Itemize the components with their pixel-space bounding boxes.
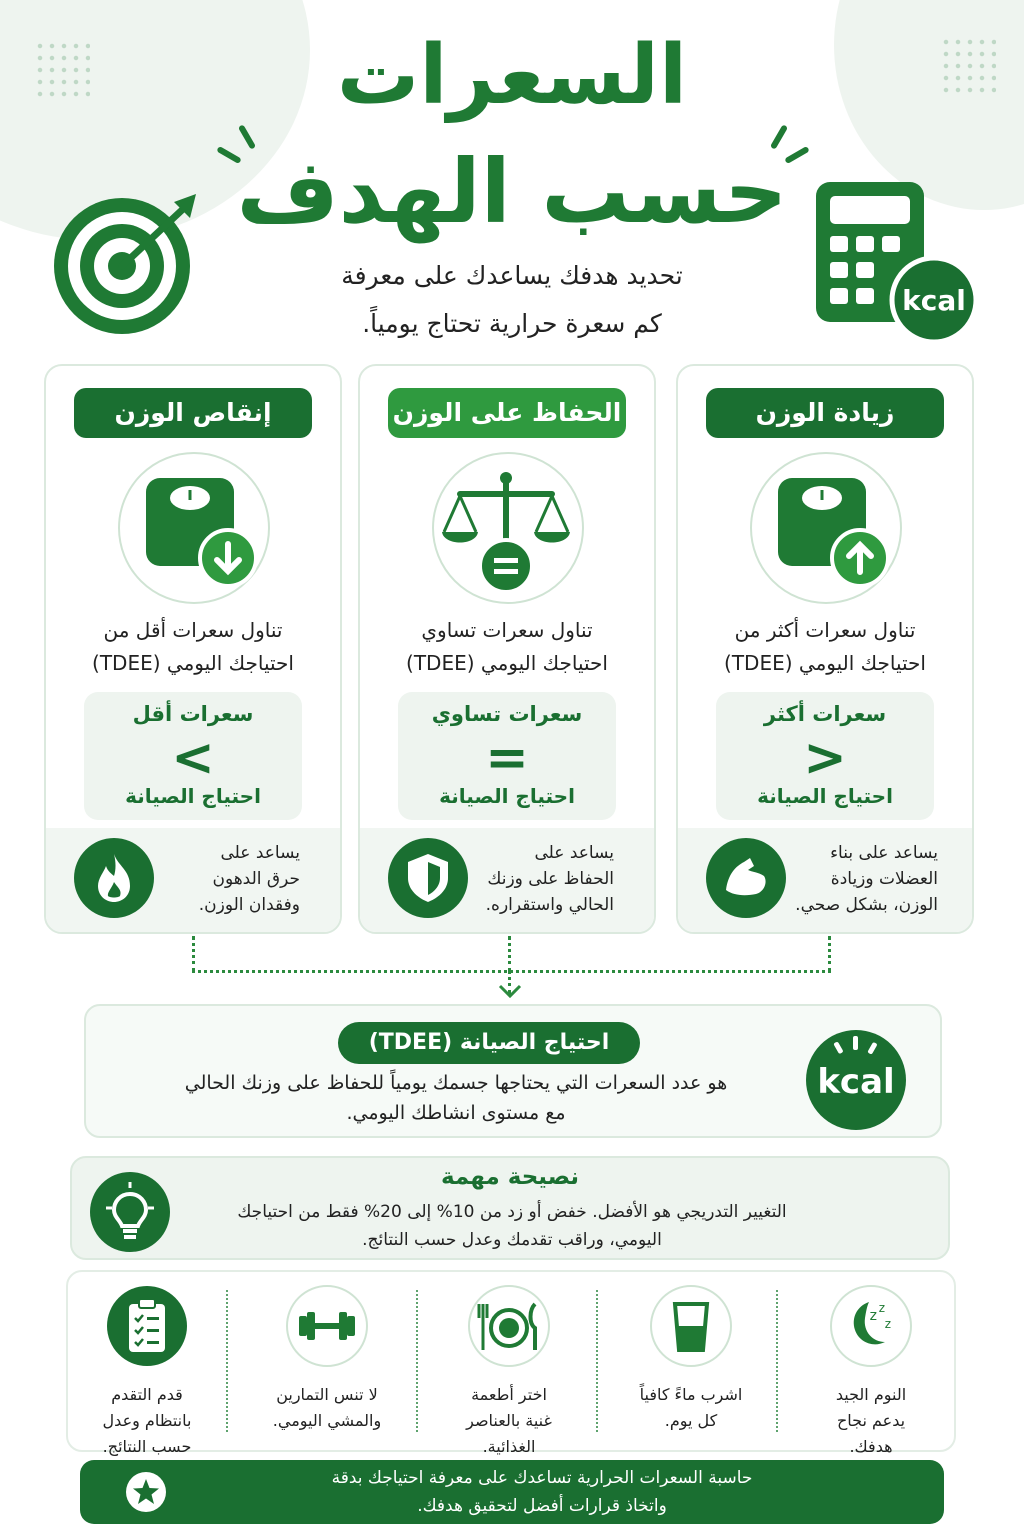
tip-exercise: [242, 1284, 412, 1454]
tip-title: نصيحة مهمة: [440, 1164, 579, 1190]
benefit-line: الوزن، بشكل صحي.: [795, 895, 938, 915]
subtitle-line: تحديد هدفك يساعدك على معرفة: [341, 261, 683, 290]
tip-section: [70, 1156, 950, 1260]
calorie-comparison-box: [716, 692, 934, 820]
tip-sleep: [786, 1284, 956, 1454]
card-title: الحفاظ على الوزن: [388, 388, 626, 438]
svg-text:z: z: [878, 1301, 885, 1315]
tip-line: غنية بالعناصر: [466, 1411, 552, 1430]
bottom-banner: [80, 1460, 944, 1524]
box-label: سعرات تساوي: [431, 702, 583, 726]
card-lose-weight: [44, 364, 342, 934]
benefit-line: حرق الدهون: [212, 869, 300, 889]
tip-text: [192, 1198, 832, 1254]
box-label: سعرات أقل: [132, 702, 254, 726]
calculator-icon: [812, 180, 982, 345]
tip-line: يدعم نجاح: [836, 1411, 906, 1430]
benefit-text: [464, 840, 614, 918]
divider: [596, 1290, 598, 1432]
desc-line: تناول سعرات تساوي: [421, 618, 593, 642]
tips-row: [66, 1270, 956, 1456]
clipboard-icon: [105, 1284, 189, 1368]
desc-line: تناول سعرات أكثر من: [734, 618, 916, 642]
benefit-line: العضلات وزيادة: [830, 869, 938, 889]
box-label: سعرات أكثر: [763, 702, 887, 726]
tip-text: [242, 1382, 412, 1434]
card-maintain-weight: [358, 364, 656, 934]
tip-food: [424, 1284, 594, 1454]
calorie-comparison-box: [398, 692, 616, 820]
card-benefit: [46, 828, 340, 932]
tip-line: اليومي، وراقب تقدمك وعدل حسب النتائج.: [362, 1230, 662, 1250]
arrow-down-icon: [498, 984, 522, 1000]
desc-line: احتياجك اليومي (TDEE): [724, 651, 926, 675]
comparison-symbol: >: [803, 728, 847, 788]
box-reference: احتياج الصيانة: [757, 784, 893, 808]
muscle-icon: [706, 838, 786, 918]
balance-icon: [432, 452, 584, 604]
banner-line: حاسبة السعرات الحرارية تساعدك على معرفة احتياجك بدقة: [331, 1468, 753, 1488]
divider: [776, 1290, 778, 1432]
star-icon: [126, 1472, 166, 1512]
svg-text:z: z: [869, 1308, 877, 1324]
box-reference: احتياج الصيانة: [125, 784, 261, 808]
tip-line: لا تنس التمارين: [276, 1385, 378, 1404]
tip-line: التغيير التدريجي هو الأفضل. خفض أو زد من 10% إلى 20% فقط من احتياجك: [237, 1202, 787, 1222]
subtitle-line: كم سعرة حرارية تحتاج يومياً.: [362, 309, 662, 338]
benefit-line: وفقدان الوزن.: [198, 895, 300, 915]
benefit-line: الحفاظ على وزنك: [487, 869, 614, 889]
card-benefit: [360, 828, 654, 932]
tip-track: [62, 1284, 232, 1454]
card-description: [688, 614, 962, 680]
desc-line: احتياجك اليومي (TDEE): [92, 651, 294, 675]
target-icon: [50, 188, 210, 338]
connector-line: [192, 970, 831, 973]
calculator-badge: kcal: [902, 284, 966, 317]
lightbulb-icon: [90, 1172, 170, 1252]
dumbbell-icon: [285, 1284, 369, 1368]
svg-text:z: z: [884, 1317, 891, 1331]
page-subtitle: [250, 252, 774, 348]
tip-line: الغذائية.: [482, 1437, 536, 1456]
tip-water: [606, 1284, 776, 1454]
divider: [416, 1290, 418, 1432]
tip-line: قدم التقدم: [111, 1385, 183, 1404]
tdee-line: مع مستوى انشاطك اليومي.: [346, 1102, 566, 1124]
card-title: زيادة الوزن: [706, 388, 944, 438]
tdee-title: احتياج الصيانة (TDEE): [338, 1022, 640, 1064]
benefit-text: [150, 840, 300, 918]
benefit-line: الحالي واستقراره.: [485, 895, 614, 915]
banner-text: [200, 1464, 884, 1520]
card-benefit: [678, 828, 972, 932]
calorie-comparison-box: [84, 692, 302, 820]
kcal-badge-text: kcal: [817, 1062, 895, 1102]
benefit-line: يساعد على: [534, 843, 614, 863]
tip-line: والمشي اليومي.: [272, 1411, 382, 1430]
tip-line: بانتظام وعدل: [102, 1411, 192, 1430]
tip-text: [606, 1382, 776, 1434]
card-description: [370, 614, 644, 680]
page-title-line1: السعرات: [336, 28, 688, 123]
banner-line: واتخاذ قرارات أفضل لتحقيق هدفك.: [417, 1496, 667, 1516]
benefit-line: يساعد على: [220, 843, 300, 863]
flame-icon: [74, 838, 154, 918]
tdee-description: [126, 1068, 786, 1128]
page-title-line2: حسب الهدف: [236, 140, 788, 243]
tip-line: حسب النتائج.: [102, 1437, 192, 1456]
desc-line: احتياجك اليومي (TDEE): [406, 651, 608, 675]
tip-text: [786, 1382, 956, 1460]
tip-line: النوم الجيد: [835, 1385, 907, 1404]
benefit-line: يساعد على بناء: [830, 843, 938, 863]
card-description: [56, 614, 330, 680]
tip-line: هدفك.: [849, 1437, 893, 1456]
kcal-icon: [804, 1026, 908, 1130]
scale-down-icon: [118, 452, 270, 604]
sleep-icon: [829, 1284, 913, 1368]
tip-line: اشرب ماءً كافياً: [639, 1385, 743, 1404]
water-glass-icon: [649, 1284, 733, 1368]
connector-line: [192, 936, 195, 972]
connector-line: [508, 936, 511, 972]
card-gain-weight: [676, 364, 974, 934]
tip-line: اختر أطعمة: [471, 1385, 547, 1404]
comparison-symbol: =: [485, 728, 529, 788]
scale-up-icon: [750, 452, 902, 604]
card-title: إنقاص الوزن: [74, 388, 312, 438]
benefit-text: [788, 840, 938, 918]
tip-text: [424, 1382, 594, 1460]
tip-text: [62, 1382, 232, 1460]
box-reference: احتياج الصيانة: [439, 784, 575, 808]
tip-line: كل يوم.: [664, 1411, 718, 1430]
shield-icon: [388, 838, 468, 918]
desc-line: تناول سعرات أقل من: [103, 618, 283, 642]
tdee-line: هو عدد السعرات التي يحتاجها جسمك يومياً للحفاظ على وزنك الحالي: [184, 1072, 728, 1094]
comparison-symbol: <: [171, 728, 215, 788]
plate-icon: [467, 1284, 551, 1368]
connector-line: [828, 936, 831, 972]
tdee-section: [84, 1004, 942, 1138]
